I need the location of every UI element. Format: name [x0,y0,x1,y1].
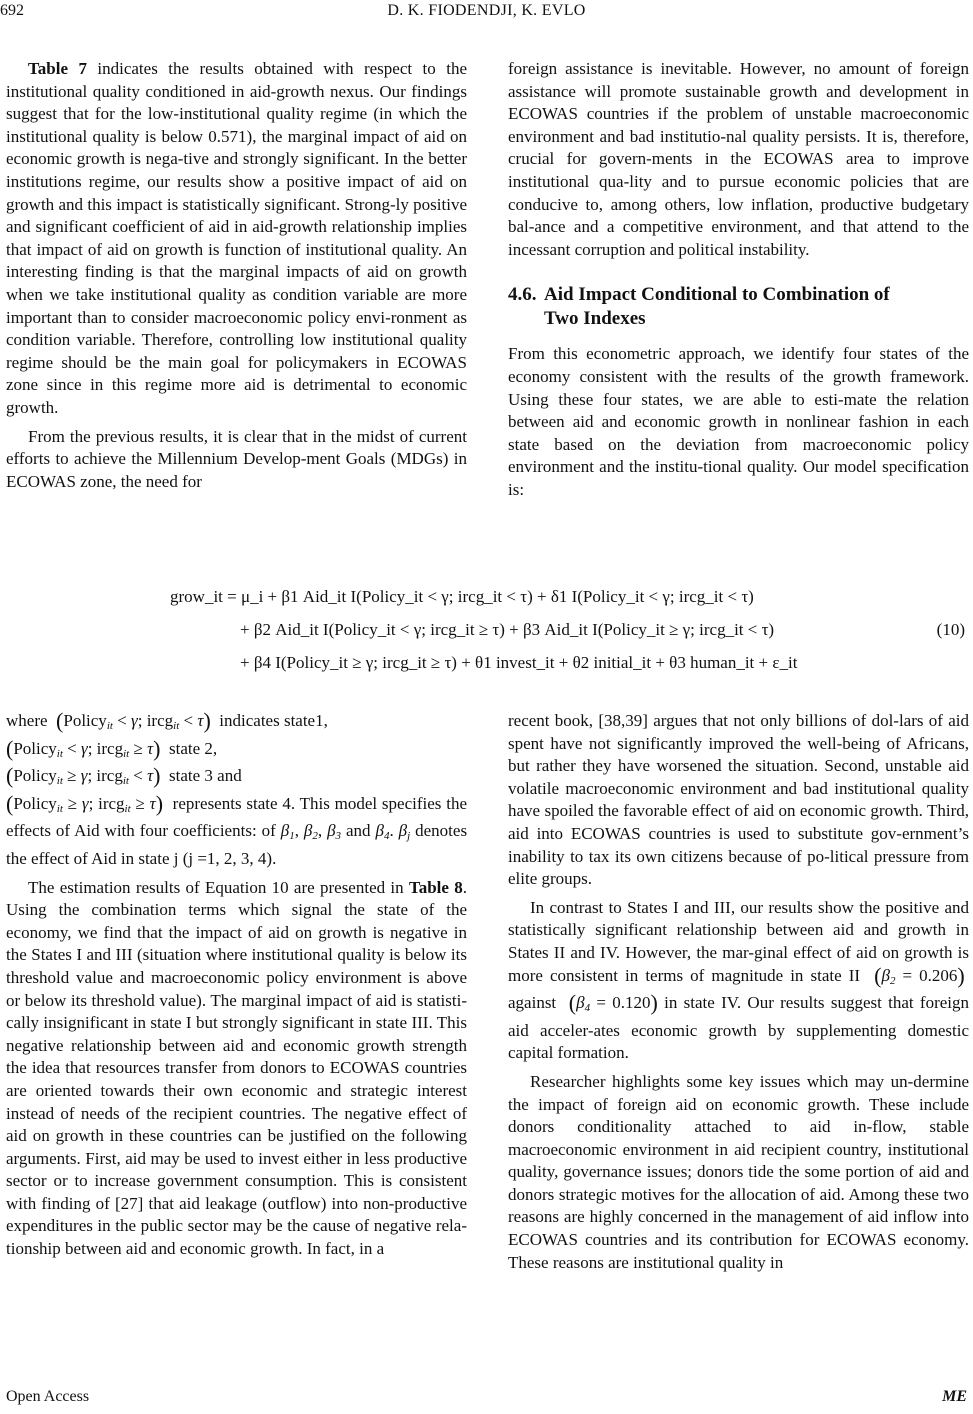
right-column-top [508,58,969,502]
state-4-paragraph: (Policy$_{it}$ ≥ γ; ircg$_{it}$ ≥ τ) represents state 4. This model specifies the effects of Aid with four coefficients: of $\beta_1$, $\beta_2$, $\beta_3$ and $\beta_4$. $\beta_j$ denotes the effect of Aid in state j (j =1, 2, 3, 4). [6,790,468,868]
state-2-line: (Policy$_{it}$ < γ; ircg$_{it}$ ≥ τ) state 2, [6,735,218,761]
state-1-line: where (Policy$_{it}$ < γ; ircg$_{it}$ < τ) indicates state1, [6,708,328,733]
paragraph-text: indicates the results obtained with respect to the institutional quality conditioned in aid-growth nexus. Our findings suggest that for the low-institutional quality regime (in which the institutional quality is below 0.571), the marginal impact of aid on economic growth is nega-tive and strongly significant. In the better institutions regime, our results show a positive impact of aid on growth and this impact is statistically significant. Strong-ly positive and significant coefficient of aid in aid-growth relationship implies that impact of aid on growth is function of institutional quality. An interesting finding is that the marginal impacts of aid on growth when we take institutional quality as condition variable are more important than to consider macroeconomic policy envi-ronment as condition variable. Therefore, controlling low institutional quality regime should be the main goal for policymakers in ECOWAS zone since in this regime more aid is detrimental to economic growth. [6,59,467,417]
beta2-value: 0.206 [919,965,958,985]
state-2-text: state 2, [169,738,218,758]
paragraph-text: The estimation results of Equation 10 are presented in [28,877,409,897]
paragraph-table7 [6,58,467,420]
paragraph-recent-book: recent book, [38,39] argues that not only billions of dol-lars of aid spent have not significantly improved the well-being of Africans, but rather they have worsened the situation. Second, unstable aid volatile macroeconomic environment and bad institutional quality have spoiled the favorable effect of aid on economic growth. Third, aid into ECOWAS countries is used to substitute gov-ernment’s inability to tax its own citizens because of po-litical pressure from elite groups. [508,711,969,889]
section-number: 4.6. [508,284,537,306]
where-word: where [6,711,48,730]
paragraph-mdgs: From the previous results, it is clear that in the midst of current efforts to achieve the Millennium Develop-ment Goals (MDGs) in ECOWAS zone, the need for [6,426,467,491]
paragraph-table8 [6,877,467,1261]
paragraph-key-issues: Researcher highlights some key issues which may un-dermine the impact of foreign aid on economic growth. These include donors conditionality attached to aid in-flow, stable macroeconomic environment in aid recipient country, institutional quality, governance issues; donors tide the some portion of aid and donors strategic motives for the allocation of aid. Among these two reasons are highly concerned in the management of aid inflow into ECOWAS countries and its contribution for ECOWAS economy. These reasons are institutional quality in [508,1071,969,1272]
paragraph-foreign-assistance: foreign assistance is inevitable. However, no amount of foreign assistance will promote sustainable growth and development in ECOWAS countries if the problem of unstable macroeconomic environment and bad institutio-nal quality persists. It is, therefore, crucial for govern-ments in the ECOWAS area to improve institutional qua-lity and to pursue economic policies that are conducive to, among others, low inflation, productive budgetary bal-ance and a competitive environment, and that attend to the incessant corruption and political instability. [508,59,969,259]
state-j-text: denotes the effect of Aid in state j (j =1, 2, 3, 4). [6,821,468,868]
paragraph-states-ii-iv: In contrast to States I and III, our results show the positive and statistically significant relationship between aid and growth in States II and IV. However, the mar-ginal effect of aid on growth is more consistent in terms of magnitude in state II $(\beta_2 = 0.206)$ against $(\beta_4 = 0.120)$ in state IV. Our results suggest that foreign aid acceler-ates economic growth by supplementing domestic capital formation. [508,897,970,1063]
state-3-line: (Policy$_{it}$ ≥ γ; ircg$_{it}$ < τ) state 3 and [6,763,242,789]
left-column-top [6,58,467,493]
left-column-bottom [6,710,467,1261]
section-title-line2: Two Indexes [544,308,646,330]
table8-ref[interactable]: Table 8 [408,877,463,897]
paragraph-text: in state IV. Our results suggest that foreign aid acceler-ates economic growth by supplementing domestic capital formation. [508,993,970,1063]
state-1-text: indicates state1, [219,711,328,730]
equation-line-3: + β4 I(Policy_it ≥ γ; ircg_it ≥ τ) + θ1 invest_it + θ2 initial_it + θ3 human_it + ε_it [240,653,798,672]
beta4-value: 0.120 [612,993,651,1013]
page-header [0,2,973,24]
running-head: D. K. FIODENDJI, K. EVLO [387,2,586,19]
paragraph-text: In contrast to States I and III, our results show the positive and statistically significant relationship between aid and growth in States II and IV. However, the mar-ginal effect of aid on growth is more consistent in terms of magnitude in state II [508,897,969,985]
section-title-line1: Aid Impact Conditional to Combination of [544,284,890,306]
equation-number: (10) [936,620,965,639]
section-heading-4-6 [508,283,969,331]
equation-line-1: grow_it = μ_i + β1 Aid_it I(Policy_it < γ; ircg_it < τ) + δ1 I(Policy_it < γ; ircg_it < τ) [170,587,754,606]
journal-abbrev: ME [942,1388,967,1405]
page-number: 692 [0,2,24,19]
right-column-bottom [508,710,969,1274]
paragraph-model-intro: From this econometric approach, we identify four states of the economy consistent with the results of the growth framework. Using these four states, we are able to esti-mate the relation between aid and economic growth in nonlinear fashion in each state based on the deviation from macroeconomic policy environment and the institu-tional quality. Our model specification is: [508,344,969,499]
against-word: against [508,993,557,1013]
open-access-label: Open Access [6,1388,90,1405]
state-4-text: represents state 4. This model specifies the effects of Aid with four coefficients: of [6,793,467,841]
equation-10 [0,580,973,690]
state-3-text: state 3 and [169,766,242,786]
table7-ref[interactable]: Table 7 [28,59,87,78]
equation-line-2: + β2 Aid_it I(Policy_it < γ; ircg_it ≥ τ) + β3 Aid_it I(Policy_it ≥ γ; ircg_it < τ) [240,620,775,639]
paragraph-text: . Using the combination terms which signal the state of the economy, we find that the impact of aid on growth is negative in the States I and III (situation where institutional quality is below its threshold value and macroeconomic policy environment is above or below its threshold value). The marginal impact of aid is statisti-cally insignificant in state I but strongly significant in state III. This negative relationship between aid and economic growth strength the idea that resources transfer from donors to ECOWAS countries are oriented towards their own economic and strategic interest instead of needs of the recipient countries. The negative effect of aid on growth in these countries can be justified on the following arguments. First, aid may be used to invest either in less productive sector or to increase government consumption. This is consistent with finding of [27] that aid leakage (outflow) into non-productive expenditures in the public sector may be the cause of negative rela-tionship between aid and economic growth. In fact, in a [6,877,467,1259]
